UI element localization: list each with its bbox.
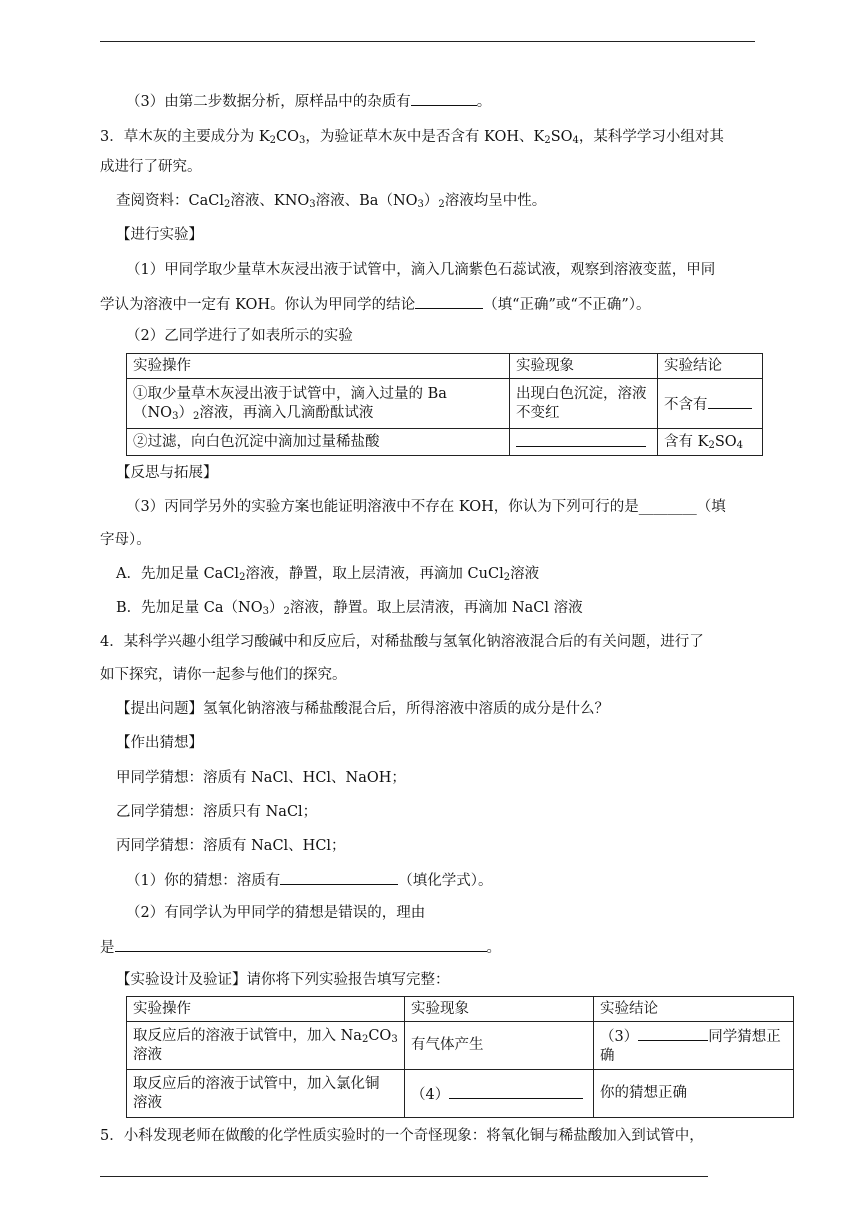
q4-line1: 4．某科学兴趣小组学习酸碱中和反应后，对稀盐酸与氢氧化钠溶液混合后的有关问题，进行了 (100, 634, 704, 650)
guess-item: 甲同学猜想：溶质有 NaCl、HCl、NaOH； (116, 770, 406, 786)
answer-blank[interactable] (115, 936, 487, 952)
table-cell: （4） (405, 1070, 594, 1118)
table-header: 实验结论 (594, 997, 794, 1022)
table-cell: 你的猜想正确 (594, 1070, 794, 1118)
table-cell: 取反应后的溶液于试管中，加入 $Na_2CO_3$ 溶液 (127, 1022, 405, 1070)
answer-blank[interactable] (280, 869, 398, 885)
answer-blank[interactable] (449, 1083, 583, 1099)
answer-blank[interactable] (708, 393, 752, 409)
q4-design: 【实验设计及验证】请你将下列实验报告填写完整： (116, 972, 450, 988)
option-a: A．先加足量 CaCl$_2$溶液，静置，取上层清液，再滴加 CuCl$_2$溶液 (116, 566, 540, 583)
table-cell: 不含有 (658, 379, 763, 429)
table-header: 实验现象 (510, 354, 658, 379)
table-cell: ①取少量草木灰浸出液于试管中，滴入过量的 Ba $(NO_3)_2$溶液，再滴入几滴酚酞试液 (127, 379, 510, 429)
answer-blank[interactable] (411, 90, 477, 106)
q3-reference: 查阅资料：CaCl$_2$溶液、$KNO_3$溶液、$Ba(NO_3)_2$溶液均呈中性。 (116, 193, 547, 210)
answer-blank[interactable] (638, 1025, 708, 1041)
table-cell: 取反应后的溶液于试管中，加入氯化铜 溶液 (127, 1070, 405, 1118)
header-rule (100, 41, 755, 42)
q4-part1: （1）你的猜想：溶质有 （填化学式）。 (126, 869, 492, 891)
experiment-table-1 (126, 353, 763, 456)
section-heading: 【进行实验】 (116, 227, 203, 243)
table-cell: ②过滤，向白色沉淀中滴加过量稀盐酸 (127, 429, 510, 456)
q3-part1-b: 学认为溶液中一定有 KOH。你认为甲同学的结论 （填“正确”或“不正确”）。 (100, 293, 651, 315)
q3-line1: 3．草木灰的主要成分为 $K_2CO_3$，为验证草木灰中是否含有 KOH、$K_2SO_4$，某科学学习小组对其 (100, 129, 724, 146)
q3-part2: （2）乙同学进行了如表所示的实验 (126, 328, 353, 344)
q3-line2: 成进行了研究。 (100, 159, 202, 175)
q4-line2: 如下探究，请你一起参与他们的探究。 (100, 667, 347, 683)
section-heading: 【作出猜想】 (116, 735, 203, 751)
q5-line1: 5．小科发现老师在做酸的化学性质实验时的一个奇怪现象：将氧化铜与稀盐酸加入到试管中， (100, 1128, 704, 1144)
option-b: B．先加足量 $Ca(NO_3)_2$溶液，静置。取上层清液，再滴加 NaCl 溶液 (116, 600, 583, 617)
q4-part2: （2）有同学认为甲同学的猜想是错误的，理由 (126, 905, 426, 921)
section-heading: 【反思与拓展】 (116, 465, 218, 481)
table-cell: 有气体产生 (405, 1022, 594, 1070)
q2-part3: （3）由第二步数据分析，原样品中的杂质有 。 (126, 90, 491, 112)
q3-part3-b: 字母）。 (100, 532, 151, 548)
table-header: 实验操作 (127, 997, 405, 1022)
q4-part2-b: 是 。 (100, 936, 501, 958)
answer-blank[interactable] (516, 431, 646, 447)
answer-blank[interactable] (415, 293, 483, 309)
table-cell: 含有 $K_2SO_4$ (658, 429, 763, 456)
table-cell: （3） 同学猜想正 确 (594, 1022, 794, 1070)
table-header: 实验现象 (405, 997, 594, 1022)
guess-item: 丙同学猜想：溶质有 NaCl、HCl； (116, 838, 346, 854)
guess-item: 乙同学猜想：溶质只有 NaCl； (116, 804, 318, 820)
q3-part3-a: （3）丙同学另外的实验方案也能证明溶液中不存在 KOH，你认为下列可行的是________（填 (126, 499, 726, 515)
table-cell (510, 429, 658, 456)
footer-rule (100, 1176, 708, 1177)
q3-part1-a: （1）甲同学取少量草木灰浸出液于试管中，滴入几滴紫色石蕊试液，观察到溶液变蓝，甲同 (126, 262, 716, 278)
experiment-table-2 (126, 996, 794, 1118)
table-header: 实验结论 (658, 354, 763, 379)
table-header: 实验操作 (127, 354, 510, 379)
q4-question: 【提出问题】氢氧化钠溶液与稀盐酸混合后，所得溶液中溶质的成分是什么？ (116, 701, 609, 717)
table-cell: 出现白色沉淀，溶液 不变红 (510, 379, 658, 429)
